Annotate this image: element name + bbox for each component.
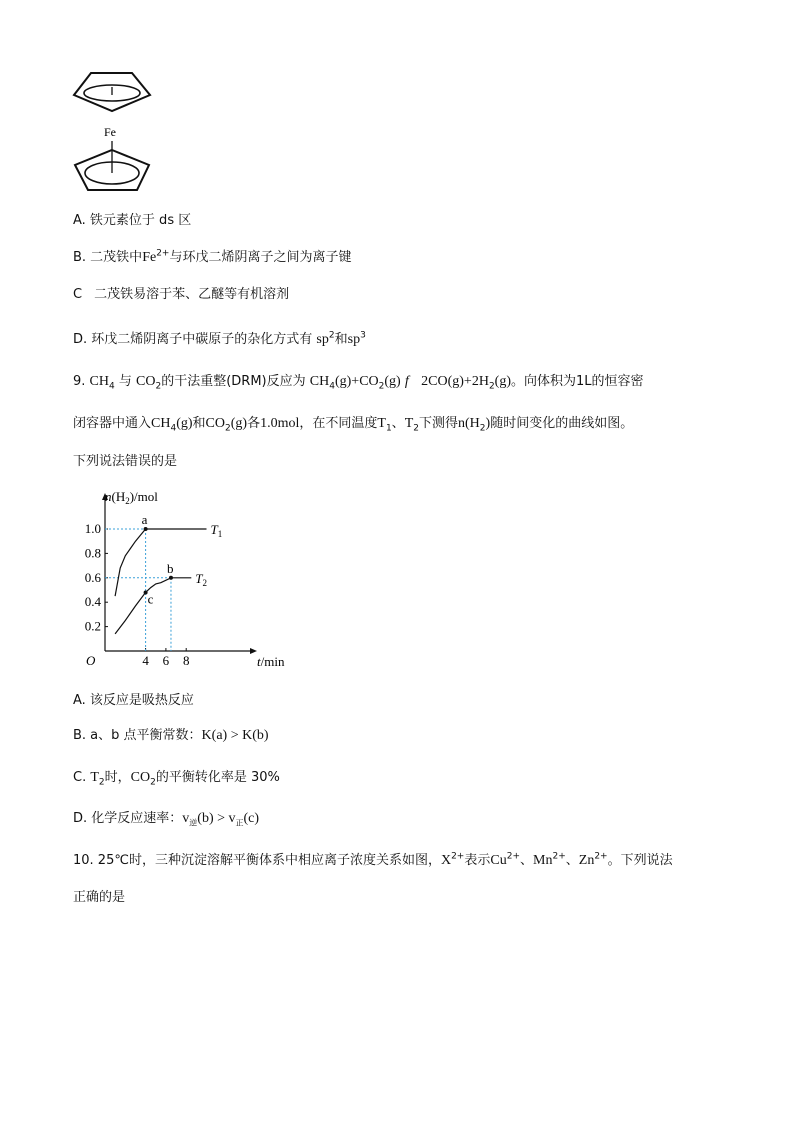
fe-label: Fe	[104, 125, 116, 139]
sub-2: 2	[479, 423, 486, 434]
sub-2: 2	[155, 381, 162, 392]
x-axis-arrow	[250, 648, 257, 654]
q9-stem-text-6: 随时间变化的曲线如图。	[490, 416, 634, 431]
q9-stem-text-2: 。向体积为1L的恒容密	[511, 374, 644, 389]
y-tick-label: 1.0	[84, 521, 101, 536]
q10-text-1: 10. 25℃时，三种沉淀溶解平衡体系中相应离子浓度关系如图，	[73, 853, 441, 868]
separator: 、	[565, 853, 579, 868]
q9-option-c-prefix: C.	[73, 770, 87, 785]
equilibrium-symbol: f	[404, 374, 409, 389]
h-symbol: H	[469, 416, 480, 431]
t2-symbol: T	[404, 416, 414, 431]
y-tick-label: 0.4	[84, 594, 101, 610]
point-label-c: c	[147, 591, 154, 607]
t1-symbol: T	[377, 416, 386, 431]
q9-option-d-prefix: D. 化学反应速率：	[73, 811, 183, 826]
comma: 、	[391, 416, 405, 431]
y-axis-label: $n(H_2)$/mol	[105, 489, 158, 506]
gas-state: (g)	[494, 374, 511, 389]
sub-2: 2	[488, 381, 495, 392]
y-tick-label: 0.6	[84, 569, 101, 585]
q9-stem-text-3: 闭容器中通入	[73, 416, 152, 431]
x-symbol: X	[440, 853, 452, 868]
q9-stem-line1	[73, 374, 644, 392]
q8-option-b-rest: 与环戊二烯阴离子之间为离子键	[169, 250, 352, 265]
y-tick-label: 0.8	[84, 545, 101, 561]
separator: 、	[520, 853, 534, 868]
charge: 2+	[552, 851, 566, 862]
and-word: 和	[192, 416, 206, 431]
sub-2: 2	[150, 777, 156, 788]
q10-stem-line2: 正确的是	[73, 890, 126, 905]
q9-option-a: A. 该反应是吸热反应	[73, 693, 194, 708]
charge: 2+	[451, 851, 465, 862]
q9-number: 9.	[73, 374, 86, 389]
reverse-subscript: 逆	[189, 818, 198, 828]
and-word: 与	[118, 374, 132, 389]
each-word: 各	[247, 416, 261, 431]
q9-option-c-mid: 时，	[104, 770, 131, 785]
sub-2: 2	[225, 423, 231, 434]
rate-comparison: (b) > v	[197, 811, 236, 826]
x-tick-label: 6	[162, 653, 170, 668]
x-axis-label: t/min	[257, 654, 285, 669]
point-a	[144, 527, 148, 531]
product-co: 2CO(g)	[421, 374, 464, 389]
sp-superscript-2: 2	[328, 330, 335, 341]
q9-option-c	[73, 770, 280, 788]
gas-state: (g)	[176, 416, 193, 431]
q9-stem-text-4: ，在不同温度	[299, 416, 378, 431]
q9-option-c-rest: 的平衡转化率是 30%	[155, 770, 280, 785]
origin-label: O	[86, 653, 96, 668]
point-b	[169, 576, 173, 580]
fe-charge: 2+	[156, 248, 170, 259]
gas-state: (g)	[334, 374, 352, 389]
cu-symbol: Cu	[490, 853, 507, 868]
ch4-formula: CH	[309, 374, 330, 389]
v-symbol: v	[182, 811, 190, 826]
sub-4: 4	[329, 381, 335, 392]
fe-symbol: Fe	[142, 250, 157, 265]
and-word: 和	[334, 332, 348, 347]
n-symbol: n	[458, 416, 465, 431]
q10-text-2: 表示	[464, 853, 491, 868]
sp-term-2: sp	[347, 332, 361, 347]
sub-2: 2	[98, 777, 105, 788]
sp-superscript-3: 3	[360, 330, 366, 341]
q8-option-b	[73, 248, 352, 265]
sub-2: 2	[413, 423, 419, 434]
mn-symbol: Mn	[533, 853, 553, 868]
plus-sign: +	[351, 374, 360, 389]
gas-state: (g)	[384, 374, 401, 389]
q9-option-d	[73, 812, 259, 826]
q9-stem-line3: 下列说法错误的是	[73, 454, 178, 469]
q8-option-d-prefix: D. 环戊二烯阴离子中碳原子的杂化方式有	[73, 332, 313, 347]
zn-symbol: Zn	[578, 853, 595, 868]
x-tick-label: 4	[142, 653, 149, 668]
paren-open: (	[465, 416, 470, 431]
product-h2: +2H	[463, 374, 489, 389]
q9-option-b	[73, 729, 269, 743]
rate-c: (c)	[243, 811, 260, 826]
point-label-b: b	[166, 560, 174, 576]
q8-option-c-text: 二茂铁易溶于苯、乙醚等有机溶剂	[94, 287, 290, 302]
series-label-t1: $T_1$	[210, 522, 223, 539]
charge: 2+	[594, 851, 608, 862]
q10-stem-line1	[73, 851, 673, 868]
ferrocene-structure	[70, 65, 160, 200]
forward-subscript: 正	[235, 818, 244, 828]
charge: 2+	[506, 851, 520, 862]
q9-option-b-prefix: B. a、b 点平衡常数：	[73, 728, 202, 743]
ch4-formula: CH	[151, 416, 171, 431]
q8-option-d	[73, 330, 366, 347]
k-comparison: K(a) > K(b)	[201, 728, 269, 743]
sp-term: sp	[316, 332, 329, 347]
gas-state: (g)	[230, 416, 248, 431]
co2-formula: CO	[205, 416, 225, 431]
q9-stem-text-1: 的干法重整(DRM)反应为	[161, 374, 306, 389]
sub-4: 4	[170, 423, 177, 434]
sub-4: 4	[109, 381, 115, 392]
sub-2: 2	[378, 381, 385, 392]
q8-option-c	[73, 288, 289, 301]
y-tick-label: 0.2	[84, 618, 101, 634]
q8-option-b-prefix: B. 二茂铁中	[73, 250, 143, 265]
co2-formula: CO	[136, 374, 156, 389]
q10-text-3: 。下列说法	[607, 853, 673, 868]
q9-stem-line2	[73, 416, 634, 434]
q9-stem-text-5: 下测得	[418, 416, 458, 431]
t2-symbol: T	[90, 770, 99, 785]
sub-1: 1	[385, 423, 392, 434]
ch4-formula: CH	[89, 374, 109, 389]
point-label-a: a	[141, 512, 148, 527]
h2-time-chart	[80, 488, 310, 673]
q8-option-a: A. 铁元素位于 ds 区	[73, 213, 192, 228]
x-tick-label: 8	[182, 653, 190, 668]
co2-formula: CO	[130, 770, 151, 785]
paren-close: )	[485, 416, 491, 431]
co2-formula: CO	[359, 374, 379, 389]
amount-value: 1.0mol	[260, 416, 300, 431]
series-line-t1	[115, 529, 206, 596]
series-label-t2: $T_2$	[195, 570, 208, 588]
q8-option-c-letter: C	[73, 287, 83, 302]
